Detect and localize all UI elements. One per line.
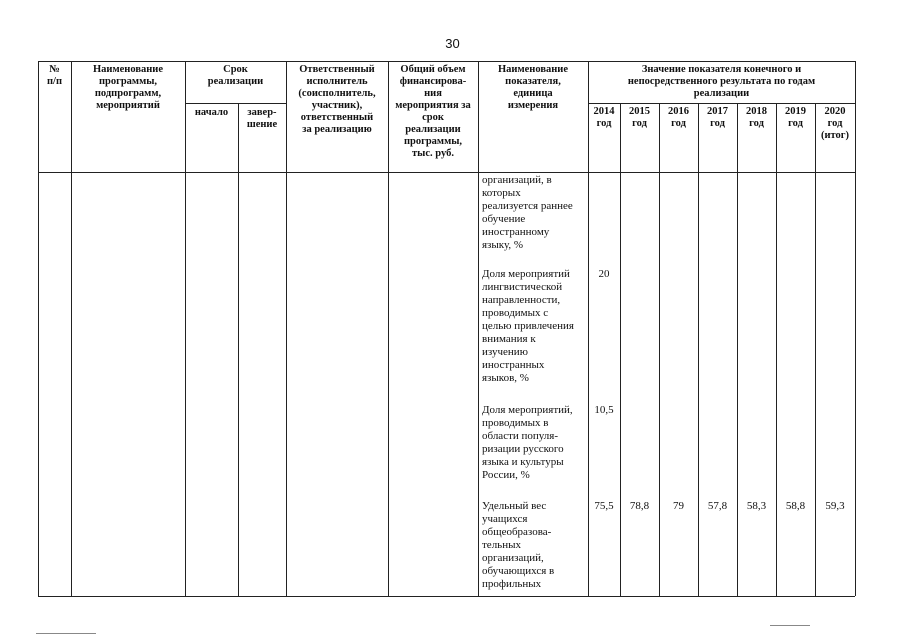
header-number: № п/п bbox=[46, 64, 63, 87]
header-bottom-border bbox=[38, 172, 855, 173]
page-number: 30 bbox=[445, 36, 460, 51]
value-2014: 10,5 bbox=[594, 404, 614, 416]
col-border-start bbox=[238, 103, 239, 596]
header-responsible: Ответственный исполнитель (соисполнитель, участник), ответственный за реализацию bbox=[298, 64, 376, 135]
col-border-2016 bbox=[698, 103, 699, 596]
header-term: Срок реализации bbox=[207, 64, 264, 87]
value-2018: 58,3 bbox=[746, 500, 767, 512]
col-border-program bbox=[185, 61, 186, 596]
indicator-text: Доля мероприятий лингвистической направленности, проводимых с целью привлечения внимания к изучению иностранных языков, % bbox=[482, 268, 574, 384]
header-year-2020: 2020 год (итог) bbox=[820, 106, 850, 141]
col-border-right bbox=[855, 61, 856, 596]
header-program: Наименование программы, подпрограмм, мероприятий bbox=[93, 64, 163, 111]
scan-artifact bbox=[36, 633, 96, 634]
header-year-2018: 2018 год bbox=[746, 106, 767, 129]
indicator-text: Доля мероприятий, проводимых в области популя- ризации русского языка и культуры России, % bbox=[482, 404, 573, 481]
col-border-2015 bbox=[659, 103, 660, 596]
scan-artifact bbox=[770, 625, 810, 626]
indicator-text: организаций, в которых реализуется раннее обучение иностранному языку, % bbox=[482, 174, 573, 251]
value-2020: 59,3 bbox=[825, 500, 845, 512]
header-indicator: Наименование показателя, единица измерения bbox=[498, 64, 568, 111]
table-bottom-border bbox=[38, 596, 855, 597]
value-2019: 58,8 bbox=[785, 500, 806, 512]
header-funding: Общий объем финансирова- ния мероприятия за срок реализации программы, тыс. руб. bbox=[395, 64, 471, 159]
term-subheader-rule bbox=[185, 103, 286, 104]
header-values-title: Значение показателя конечного и непосредственного результата по годам реализации bbox=[627, 64, 816, 99]
col-border-2019 bbox=[815, 103, 816, 596]
col-border-num bbox=[71, 61, 72, 596]
value-2015: 78,8 bbox=[629, 500, 650, 512]
col-border-2014 bbox=[620, 103, 621, 596]
value-2016: 79 bbox=[673, 500, 684, 512]
col-border-funding bbox=[478, 61, 479, 596]
col-border-indicator bbox=[588, 61, 589, 596]
header-year-2014: 2014 год bbox=[593, 106, 615, 129]
header-year-2015: 2015 год bbox=[629, 106, 650, 129]
header-year-2016: 2016 год bbox=[668, 106, 689, 129]
value-2014: 75,5 bbox=[594, 500, 614, 512]
table-top-border bbox=[38, 61, 855, 62]
header-year-2019: 2019 год bbox=[785, 106, 806, 129]
header-term-start: начало bbox=[194, 107, 229, 118]
value-2014: 20 bbox=[598, 268, 610, 280]
header-year-2017: 2017 год bbox=[707, 106, 728, 129]
header-term-end: завер- шение bbox=[246, 107, 278, 130]
col-border-2017 bbox=[737, 103, 738, 596]
indicator-text: Удельный вес учащихся общеобразова- тельных организаций, обучающихся в профильных bbox=[482, 500, 555, 590]
value-2017: 57,8 bbox=[707, 500, 728, 512]
col-border-2018 bbox=[776, 103, 777, 596]
col-border-term bbox=[286, 61, 287, 596]
col-border-left bbox=[38, 61, 39, 596]
